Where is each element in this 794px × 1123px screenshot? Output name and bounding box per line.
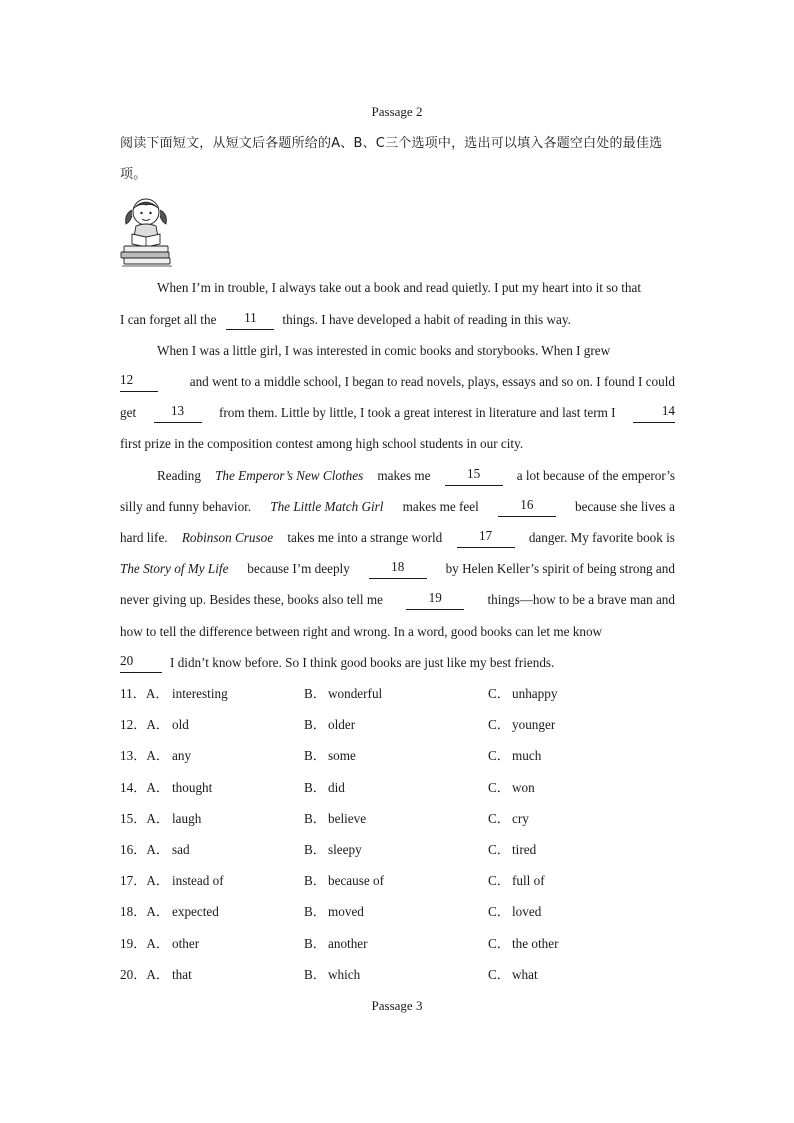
option-a: old xyxy=(172,717,189,732)
option-c-label: C． xyxy=(488,748,510,763)
option-c-label: C． xyxy=(488,686,510,701)
option-b: wonderful xyxy=(328,686,383,701)
text-segment: makes me feel xyxy=(402,499,479,514)
text-segment: never giving up. Besides these, books also tell me xyxy=(120,592,383,607)
text-segment: from them. Little by little, I took a great interest in literature and last term I xyxy=(218,405,616,420)
text-segment: danger. My favorite book is xyxy=(528,530,675,545)
text-line xyxy=(157,278,675,298)
option-c-label: C． xyxy=(488,936,510,951)
option-b-label: B． xyxy=(304,686,326,701)
option-c-label: C． xyxy=(488,904,510,919)
option-a: that xyxy=(172,967,192,982)
option-b-label: B． xyxy=(304,904,326,919)
text-line xyxy=(120,590,675,610)
instruction-text: 阅读下面短文，从短文后各题所给的A、B、C三个选项中，选出可以填入各题空白处的最佳选项。 xyxy=(120,136,663,182)
option-row xyxy=(120,715,680,735)
option-a: expected xyxy=(172,904,219,919)
option-a: sad xyxy=(172,842,190,857)
text-segment: first prize in the composition contest among high school students in our city. xyxy=(120,436,524,451)
blank-20: 20 xyxy=(120,653,162,673)
option-b: did xyxy=(328,780,345,795)
option-row xyxy=(120,934,680,954)
option-b: sleepy xyxy=(328,842,362,857)
text-segment: When I was a little girl, I was interested in comic books and storybooks. When I grew xyxy=(157,343,611,358)
passage-2-title: Passage 2 xyxy=(371,104,423,119)
blank-11: 11 xyxy=(226,310,274,330)
text-segment: Reading xyxy=(157,468,201,483)
passage-3-title: Passage 3 xyxy=(371,998,423,1013)
book-title: The Little Match Girl xyxy=(270,499,384,514)
text-segment: because I’m deeply xyxy=(247,561,350,576)
text-line xyxy=(120,310,675,330)
question-number: 18．A． xyxy=(120,904,170,919)
option-a: laugh xyxy=(172,811,202,826)
text-line xyxy=(120,653,675,673)
option-b-label: B． xyxy=(304,748,326,763)
blank-17: 17 xyxy=(457,528,515,548)
option-c: loved xyxy=(512,904,542,919)
text-segment: by Helen Keller’s spirit of being strong and xyxy=(445,561,675,576)
blank-12: 12 xyxy=(120,372,158,392)
text-line xyxy=(120,622,675,642)
question-number: 12．A． xyxy=(120,717,170,732)
question-number: 11．A． xyxy=(120,686,169,701)
text-segment: When I’m in trouble, I always take out a book and read quietly. I put my heart into it so that xyxy=(157,280,642,295)
question-number: 20．A． xyxy=(120,967,170,982)
option-b-label: B． xyxy=(304,936,326,951)
question-number: 16．A． xyxy=(120,842,170,857)
option-a: interesting xyxy=(172,686,228,701)
option-b: moved xyxy=(328,904,364,919)
text-segment: silly and funny behavior. xyxy=(120,499,252,514)
blank-14: 14 xyxy=(633,403,675,423)
option-c: what xyxy=(512,967,538,982)
option-row xyxy=(120,902,680,922)
text-line xyxy=(120,528,675,548)
option-b: which xyxy=(328,967,361,982)
text-line xyxy=(120,434,675,454)
text-segment: a lot because of the emperor’s xyxy=(516,468,675,483)
option-c: much xyxy=(512,748,542,763)
text-segment: takes me into a strange world xyxy=(287,530,443,545)
option-row xyxy=(120,871,680,891)
option-c-label: C． xyxy=(488,842,510,857)
text-line xyxy=(157,466,675,486)
option-a: any xyxy=(172,748,192,763)
option-c-label: C． xyxy=(488,873,510,888)
text-segment: I didn’t know before. So I think good books are just like my best friends. xyxy=(170,655,555,670)
option-b-label: B． xyxy=(304,780,326,795)
text-segment: hard life. xyxy=(120,530,168,545)
book-title: The Emperor’s New Clothes xyxy=(215,468,364,483)
option-b-label: B． xyxy=(304,842,326,857)
text-segment: makes me xyxy=(377,468,431,483)
option-b: another xyxy=(328,936,368,951)
text-segment: and went to a middle school, I began to read novels, plays, essays and so on. I found I could xyxy=(189,374,675,389)
question-number: 19．A． xyxy=(120,936,170,951)
option-c: won xyxy=(512,780,535,795)
option-c: the other xyxy=(512,936,559,951)
text-segment: things—how to be a brave man and xyxy=(487,592,675,607)
option-c: unhappy xyxy=(512,686,558,701)
option-c-label: C． xyxy=(488,717,510,732)
option-b-label: B． xyxy=(304,717,326,732)
question-number: 15．A． xyxy=(120,811,170,826)
option-b-label: B． xyxy=(304,873,326,888)
option-a: instead of xyxy=(172,873,224,888)
blank-18: 18 xyxy=(369,559,427,579)
option-b-label: B． xyxy=(304,967,326,982)
text-segment: how to tell the difference between right and wrong. In a word, good books can let me know xyxy=(120,624,603,639)
text-segment: because she lives a xyxy=(575,499,675,514)
option-a: thought xyxy=(172,780,213,795)
option-b-label: B． xyxy=(304,811,326,826)
girl-reading-books-icon xyxy=(118,190,174,268)
option-row xyxy=(120,778,680,798)
option-c: tired xyxy=(512,842,537,857)
option-c: younger xyxy=(512,717,556,732)
option-row xyxy=(120,746,680,766)
text-line xyxy=(157,341,675,361)
text-segment: I can forget all the xyxy=(120,312,217,327)
blank-16: 16 xyxy=(498,497,556,517)
option-c-label: C． xyxy=(488,967,510,982)
option-row xyxy=(120,809,680,829)
option-row xyxy=(120,684,680,704)
option-b: some xyxy=(328,748,356,763)
option-row xyxy=(120,840,680,860)
question-number: 14．A． xyxy=(120,780,170,795)
text-line xyxy=(120,372,675,392)
text-line xyxy=(120,497,675,517)
book-title: Robinson Crusoe xyxy=(181,530,274,545)
text-segment: get xyxy=(120,405,137,420)
question-number: 17．A． xyxy=(120,873,170,888)
option-c: full of xyxy=(512,873,545,888)
blank-19: 19 xyxy=(406,590,464,610)
text-segment: things. I have developed a habit of reading in this way. xyxy=(282,312,571,327)
text-line xyxy=(120,559,675,579)
text-line xyxy=(120,403,675,423)
option-c-label: C． xyxy=(488,780,510,795)
blank-15: 15 xyxy=(445,466,503,486)
option-row xyxy=(120,965,680,985)
option-c-label: C． xyxy=(488,811,510,826)
blank-13: 13 xyxy=(154,403,202,423)
option-b: because of xyxy=(328,873,385,888)
option-a: other xyxy=(172,936,200,951)
option-b: older xyxy=(328,717,356,732)
book-title: The Story of My Life xyxy=(120,561,229,576)
question-number: 13．A． xyxy=(120,748,170,763)
option-c: cry xyxy=(512,811,529,826)
option-b: believe xyxy=(328,811,367,826)
